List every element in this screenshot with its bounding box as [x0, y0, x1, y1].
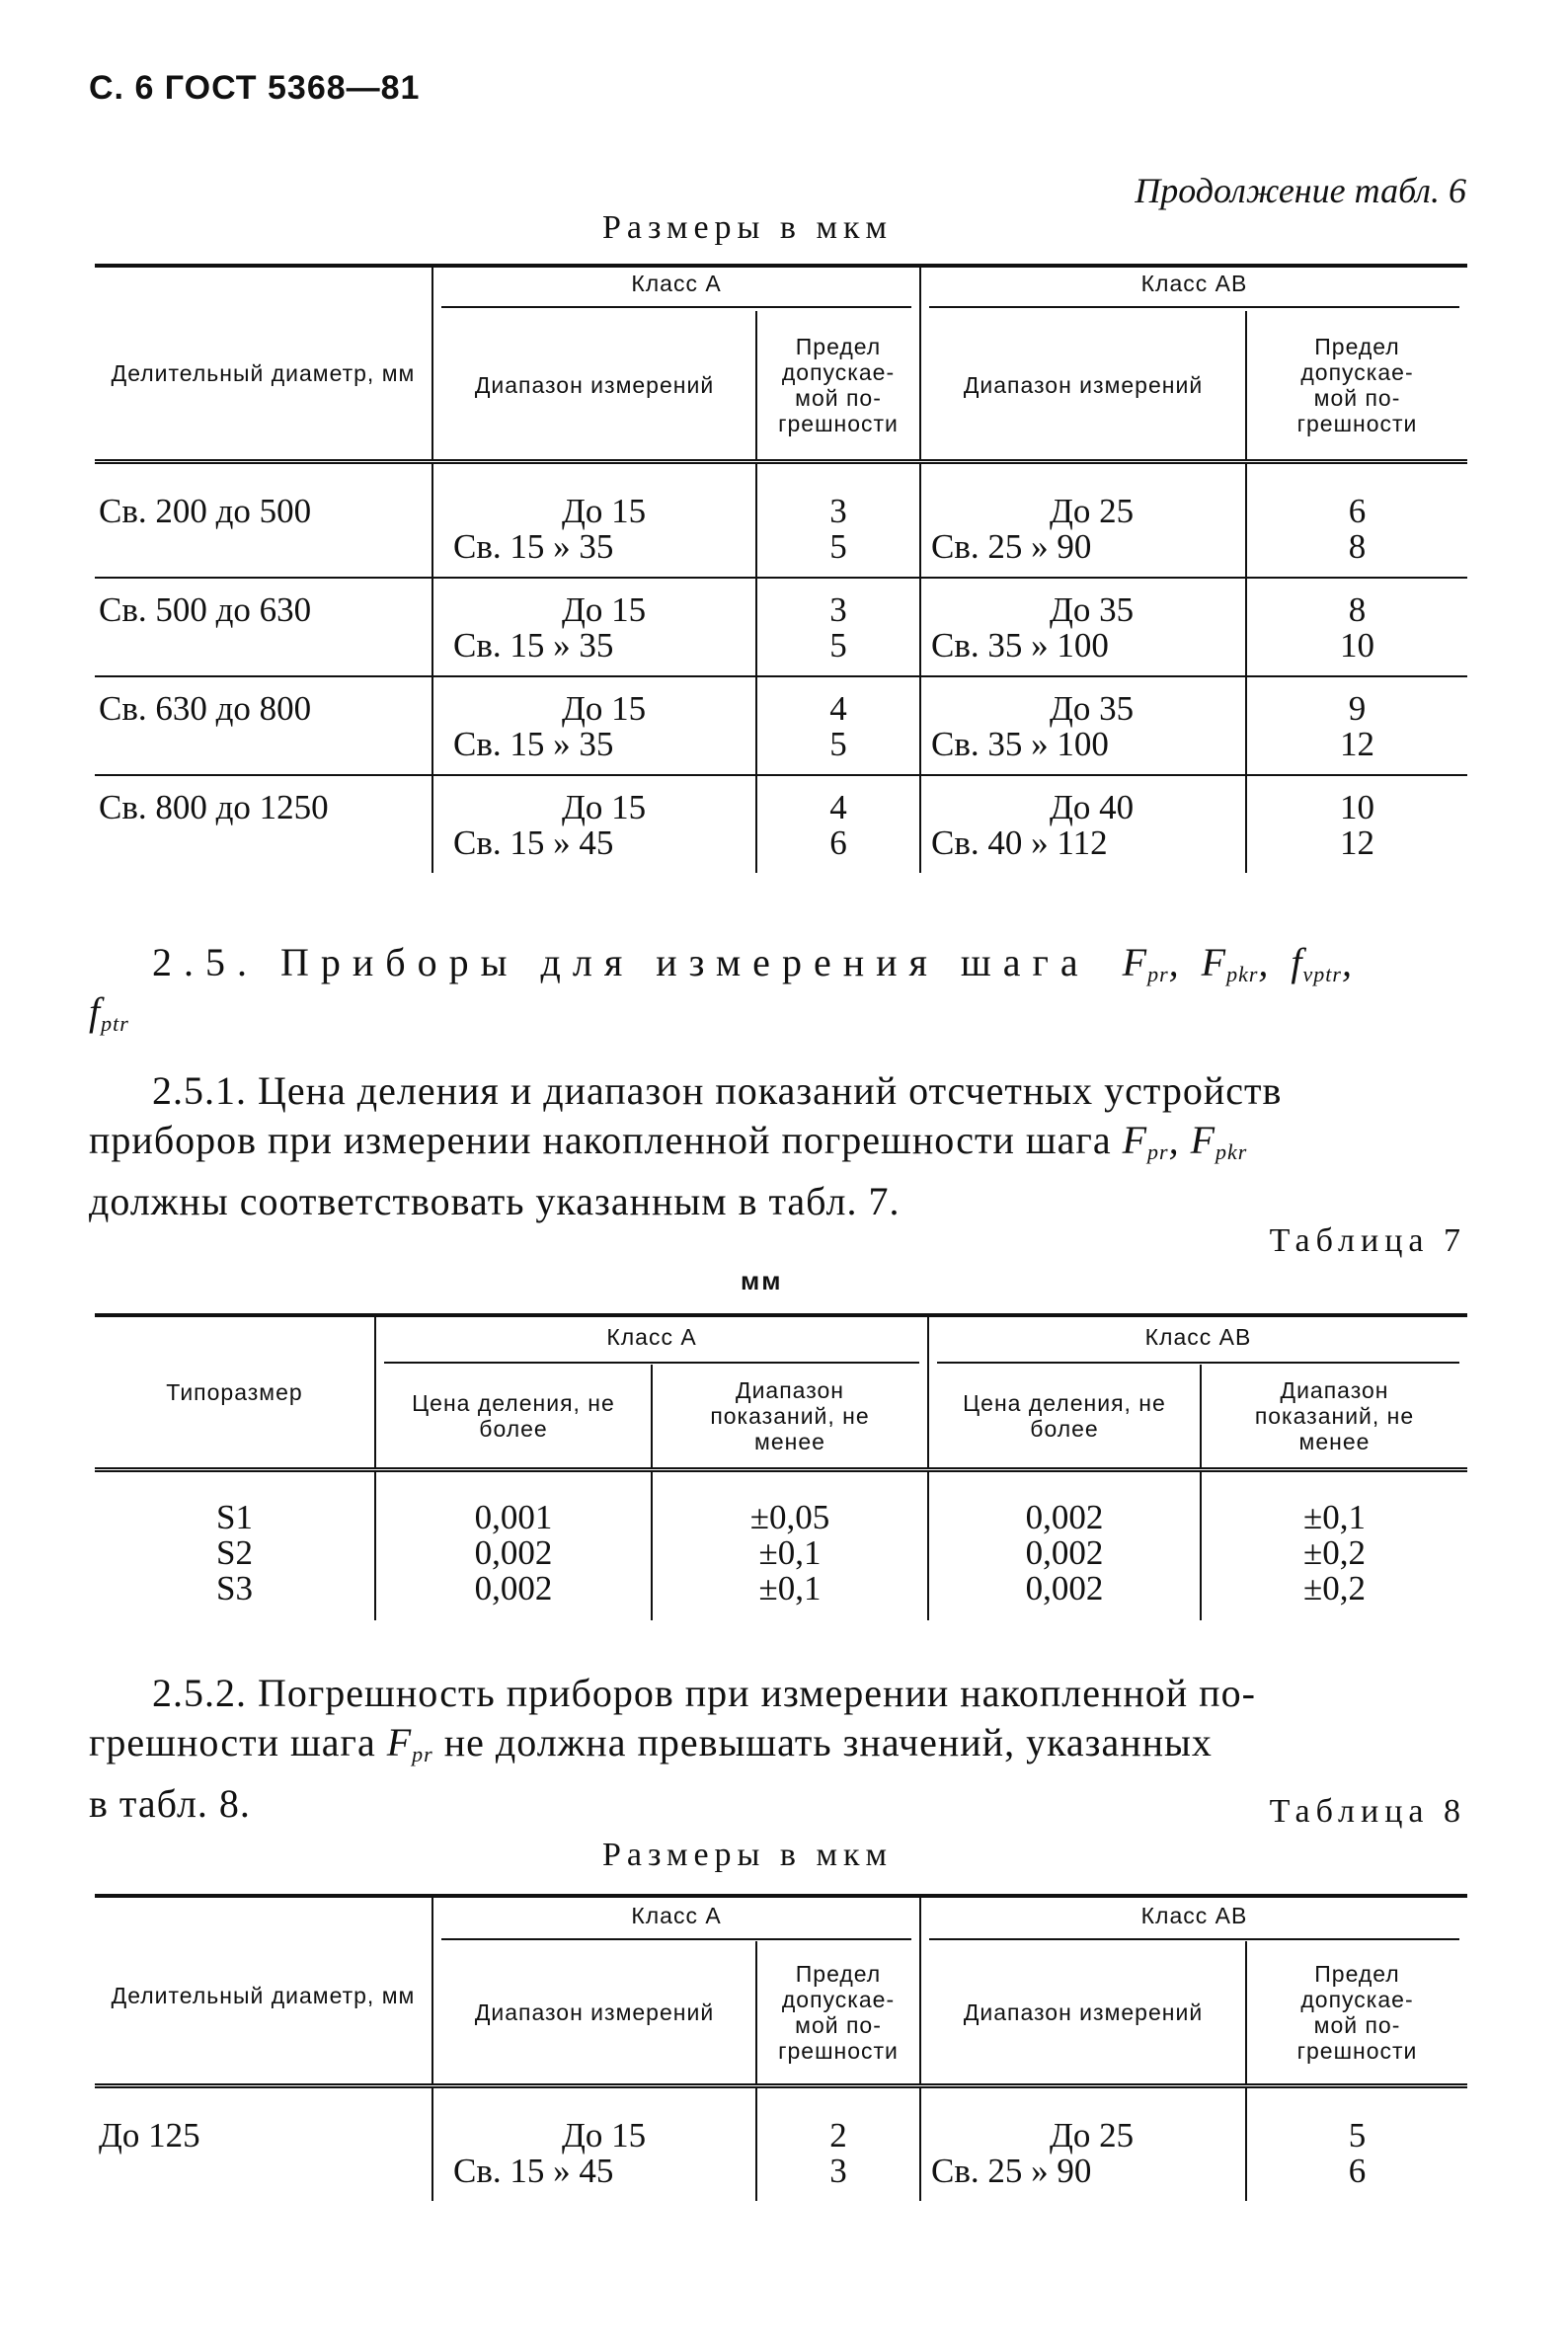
t8-col-ab-limit-header: Предел допускае- мой по- грешности [1246, 1941, 1467, 2086]
ab-range-cell [920, 462, 1246, 579]
class-ab-label: Класс АВ [929, 271, 1459, 308]
a-range-cell [432, 775, 756, 873]
ab-range-line-2: Св. 35 » 100 [931, 626, 1109, 665]
ab-range-line-2: Св. 25 » 90 [931, 527, 1092, 566]
col-a-limit-header: Предел допускае- мой по- грешности [756, 311, 920, 462]
a-range-line-2: Св. 15 » 35 [453, 725, 614, 763]
ab-limit-line-2: 12 [1340, 823, 1374, 862]
a-range-cell-line: ±0,1 [758, 1569, 822, 1607]
ab-range-cell-line: ±0,2 [1303, 1569, 1366, 1607]
a-limit-line-1: 3 [829, 590, 847, 629]
t7-col-ab-range: Диапазон показаний, не менее [1201, 1365, 1467, 1470]
table-continuation-label: Продолжение табл. 6 [1135, 171, 1466, 210]
ab-limit-line-2: 12 [1340, 725, 1374, 763]
table-row [95, 676, 1467, 775]
table8-body [95, 2086, 1467, 2202]
a-range-cell [432, 462, 756, 579]
a-range-cell [432, 2086, 756, 2202]
a-range-cell [432, 578, 756, 676]
ab-range-line-1: До 35 [1050, 689, 1135, 728]
diameter-cell: Св. 800 до 1250 [95, 775, 432, 873]
table-row [95, 2086, 1467, 2202]
ab-limit-line-2: 8 [1348, 527, 1367, 566]
type-cell [95, 1470, 375, 1621]
ab-range-cell-line: ±0,2 [1303, 1533, 1366, 1572]
t8-col-diameter-header: Делительный диаметр, мм [95, 1896, 432, 2086]
a-range-line-2: Св. 15 » 35 [453, 626, 614, 665]
a-range-line-1: До 15 [562, 788, 647, 826]
ab-limit-cell [1246, 676, 1467, 775]
col-a-range-header: Диапазон измерений [432, 311, 756, 462]
a-limit-line-2: 5 [829, 725, 847, 763]
table6-units: Размеры в мкм [602, 209, 894, 246]
diameter-cell: Св. 630 до 800 [95, 676, 432, 775]
a-range-line-2: Св. 15 » 35 [453, 527, 614, 566]
table6-body [95, 462, 1467, 874]
ab-range-line-2: Св. 35 » 100 [931, 725, 1109, 763]
page-header: С. 6 ГОСТ 5368—81 [89, 69, 421, 107]
para-2-5-2-cont: грешности шага $F_{pr}$ не должна превышать значений, указанных в табл. 8. [89, 1720, 1213, 1826]
ab-div-cell-line: 0,002 [1025, 1498, 1104, 1536]
a-range-line-1: До 15 [562, 2116, 647, 2155]
table-row [95, 1470, 1467, 1621]
col-ab-range-header: Диапазон измерений [920, 311, 1246, 462]
a-limit-cell [756, 462, 920, 579]
diameter-cell: До 125 [99, 2116, 200, 2155]
a-range-line-1: До 15 [562, 689, 647, 728]
ab-limit-line-1: 6 [1348, 492, 1367, 530]
a-range-line-2: Св. 15 » 45 [453, 823, 614, 862]
table-6 [95, 264, 1467, 873]
a-limit-line-1: 4 [829, 689, 847, 728]
a-limit-cell [756, 676, 920, 775]
a-div-cell-line: 0,002 [474, 1533, 553, 1572]
class-a-label: Класс А [441, 271, 911, 308]
a-limit-line-1: 3 [829, 492, 847, 530]
para-2-5-1-cont: приборов при измерении накопленной погрешности шага $F_{pr}$, $F_{pkr}$ должны соответствовать указанным в табл. 7. [89, 1118, 1248, 1223]
ab-range-line-1: До 25 [1050, 492, 1135, 530]
table7-label: Таблица 7 [1269, 1222, 1466, 1259]
ab-limit-cell [1246, 462, 1467, 579]
t8-class-ab-header [920, 1896, 1467, 1941]
t8-col-a-limit-header: Предел допускае- мой по- грешности [756, 1941, 920, 2086]
a-range-line-1: До 15 [562, 492, 647, 530]
pitch-symbol-fptr: $f_{ptr}$ [89, 989, 129, 1036]
t8-col-a-range-header: Диапазон измерений [432, 1941, 756, 2086]
a-range-line-1: До 15 [562, 590, 647, 629]
a-limit-cell [756, 775, 920, 873]
ab-range-cell [920, 775, 1246, 873]
a-limit-line-1: 4 [829, 788, 847, 826]
a-div-cell-line: 0,001 [474, 1498, 553, 1536]
a-range-cell [652, 1470, 928, 1621]
t7-col-a-div: Цена деления, не более [375, 1365, 652, 1470]
class-ab-header [920, 266, 1467, 311]
ab-range-cell [1201, 1470, 1467, 1621]
t8-col-ab-range-header: Диапазон измерений [920, 1941, 1246, 2086]
type-cell-line: S1 [216, 1498, 253, 1536]
type-cell-line: S3 [216, 1569, 253, 1607]
t7-class-a-label: Класс А [384, 1318, 919, 1364]
class-a-header [432, 266, 920, 311]
ab-limit-line-2: 6 [1348, 2152, 1367, 2190]
diameter-cell: Св. 500 до 630 [95, 578, 432, 676]
ab-range-cell [920, 676, 1246, 775]
pitch-symbols: $F_{pr}$, $F_{pkr}$, $f_{vptr}$, [1100, 940, 1353, 986]
para-2-5-1 [152, 1066, 1455, 1116]
ab-limit-line-1: 8 [1348, 590, 1367, 629]
table-7 [95, 1313, 1467, 1620]
table-row [95, 462, 1467, 579]
t8-class-a-label: Класс А [441, 1899, 911, 1940]
t7-col-ab-div: Цена деления, не более [928, 1365, 1201, 1470]
ab-limit-cell [1246, 578, 1467, 676]
a-range-cell-line: ±0,05 [749, 1498, 830, 1536]
a-range-cell [432, 676, 756, 775]
t7-class-a-header [375, 1315, 928, 1365]
ab-limit-cell [1246, 2086, 1467, 2202]
table-8 [95, 1894, 1467, 2201]
ab-range-line-2: Св. 25 » 90 [931, 2152, 1092, 2190]
a-range-cell-line: ±0,1 [758, 1533, 822, 1572]
col-type-header: Типоразмер [95, 1315, 375, 1470]
t8-class-a-header [432, 1896, 920, 1941]
ab-range-cell [920, 2086, 1246, 2202]
table-row [95, 775, 1467, 873]
ab-range-line-1: До 40 [1050, 788, 1135, 826]
ab-range-line-2: Св. 40 » 112 [931, 823, 1108, 862]
t8-class-ab-label: Класс АВ [929, 1899, 1459, 1940]
ab-div-cell-line: 0,002 [1025, 1569, 1104, 1607]
ab-div-cell-line: 0,002 [1025, 1533, 1104, 1572]
a-limit-cell [756, 2086, 920, 2202]
ab-limit-line-1: 9 [1348, 689, 1367, 728]
a-limit-line-2: 5 [829, 626, 847, 665]
a-limit-line-1: 2 [829, 2116, 847, 2155]
a-limit-line-2: 3 [829, 2152, 847, 2190]
ab-range-line-1: До 25 [1050, 2116, 1135, 2155]
table8-label: Таблица 8 [1269, 1793, 1466, 1830]
type-cell-line: S2 [216, 1533, 253, 1572]
col-diameter-header: Делительный диаметр, мм [95, 266, 432, 462]
ab-limit-line-1: 10 [1340, 788, 1374, 826]
a-div-cell-line: 0,002 [474, 1569, 553, 1607]
a-limit-line-2: 5 [829, 527, 847, 566]
ab-range-cell [920, 578, 1246, 676]
section-2-5-title-text: 2.5. Приборы для измерения шага [152, 940, 1090, 984]
t7-class-ab-header [928, 1315, 1467, 1365]
col-ab-limit-header: Предел допускае- мой по- грешности [1246, 311, 1467, 462]
diameter-cell: Св. 200 до 500 [99, 492, 312, 530]
ab-limit-line-1: 5 [1348, 2116, 1367, 2155]
ab-range-line-1: До 35 [1050, 590, 1135, 629]
a-div-cell [375, 1470, 652, 1621]
table-row [95, 578, 1467, 676]
a-limit-line-2: 6 [829, 823, 847, 862]
t7-class-ab-label: Класс АВ [937, 1318, 1459, 1364]
a-limit-cell [756, 578, 920, 676]
table7-units: мм [741, 1266, 783, 1295]
para-2-5-1-text: 2.5.1. Цена деления и диапазон показаний отсчетных устройств [152, 1068, 1283, 1113]
a-range-line-2: Св. 15 » 45 [453, 2152, 614, 2190]
ab-range-cell-line: ±0,1 [1303, 1498, 1366, 1536]
ab-limit-line-2: 10 [1340, 626, 1374, 665]
table7-body [95, 1470, 1467, 1621]
t7-col-a-range: Диапазон показаний, не менее [652, 1365, 928, 1470]
para-2-5-2: 2.5.2. Погрешность приборов при измерении накопленной по- [152, 1671, 1256, 1715]
table8-units: Размеры в мкм [602, 1837, 894, 1873]
ab-limit-cell [1246, 775, 1467, 873]
ab-div-cell [928, 1470, 1201, 1621]
